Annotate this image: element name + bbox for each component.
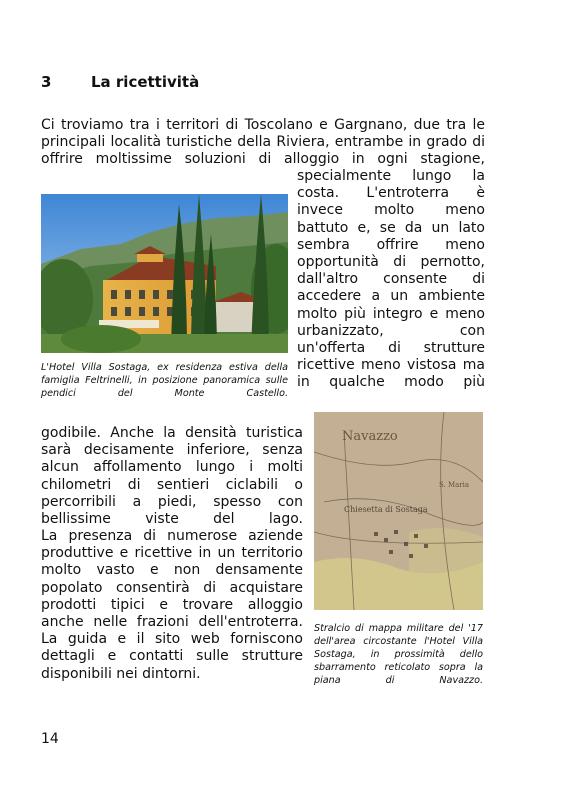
- intro-paragraph-part-2: specialmente lungo la costa. L'entroterra è invece molto meno battuto e, se da un lato sembra offrire meno opportunità di pernotto, dall'altro consente di accedere a un ambiente molto più integro e meno urbanizzato, con un'offerta di strutture ricettive meno vistosa ma in qualche modo più: [297, 168, 485, 391]
- page-number: 14: [41, 731, 59, 747]
- continuation-paragraph: godibile. Anche la densità turistica sarà decisamente inferiore, senza alcun affollamento lungo i molti chilometri di sentieri ciclabili o percorribili a piedi, spesso con bellissime viste del lago.: [41, 425, 303, 528]
- businesses-paragraph: La presenza di numerose aziende produttive e ricettive in un territorio molto vasto e non densamente popolato consentirà di acquistare prodotti tipici e trovare alloggio anche nelle frazioni dell'entroterra. La guida e il sito web forniscono dettagli e contatti sulle strutture disponibili nei dintorni.: [41, 528, 303, 682]
- map-caption: Stralcio di mappa militare del '17 dell'area circostante l'Hotel Villa Sostaga, in prossimità dello sbarramento reticolato sopra la piana di Navazzo.: [314, 623, 483, 686]
- map-label-navazzo: Navazzo: [342, 429, 398, 444]
- section-number: 3: [41, 73, 52, 91]
- hotel-photo-caption: L'Hotel Villa Sostaga, ex residenza estiva della famiglia Feltrinelli, in posizione panoramica sulle pendici del Monte Castello.: [41, 362, 288, 399]
- intro-paragraph-part-1: Ci troviamo tra i territori di Toscolano e Gargnano, due tra le principali località turistiche della Riviera, entrambe in grado di offrire moltissime soluzioni di alloggio in ogni stagione,: [41, 117, 485, 168]
- map-label-santa-maria: S. Maria: [439, 481, 470, 489]
- hotel-villa-sostaga-photo: [41, 194, 288, 353]
- military-map-excerpt: [314, 412, 483, 610]
- map-label-chiesetta: Chiesetta di Sostaga: [344, 505, 428, 514]
- section-heading: [41, 73, 199, 91]
- section-title: La ricettività: [91, 73, 200, 91]
